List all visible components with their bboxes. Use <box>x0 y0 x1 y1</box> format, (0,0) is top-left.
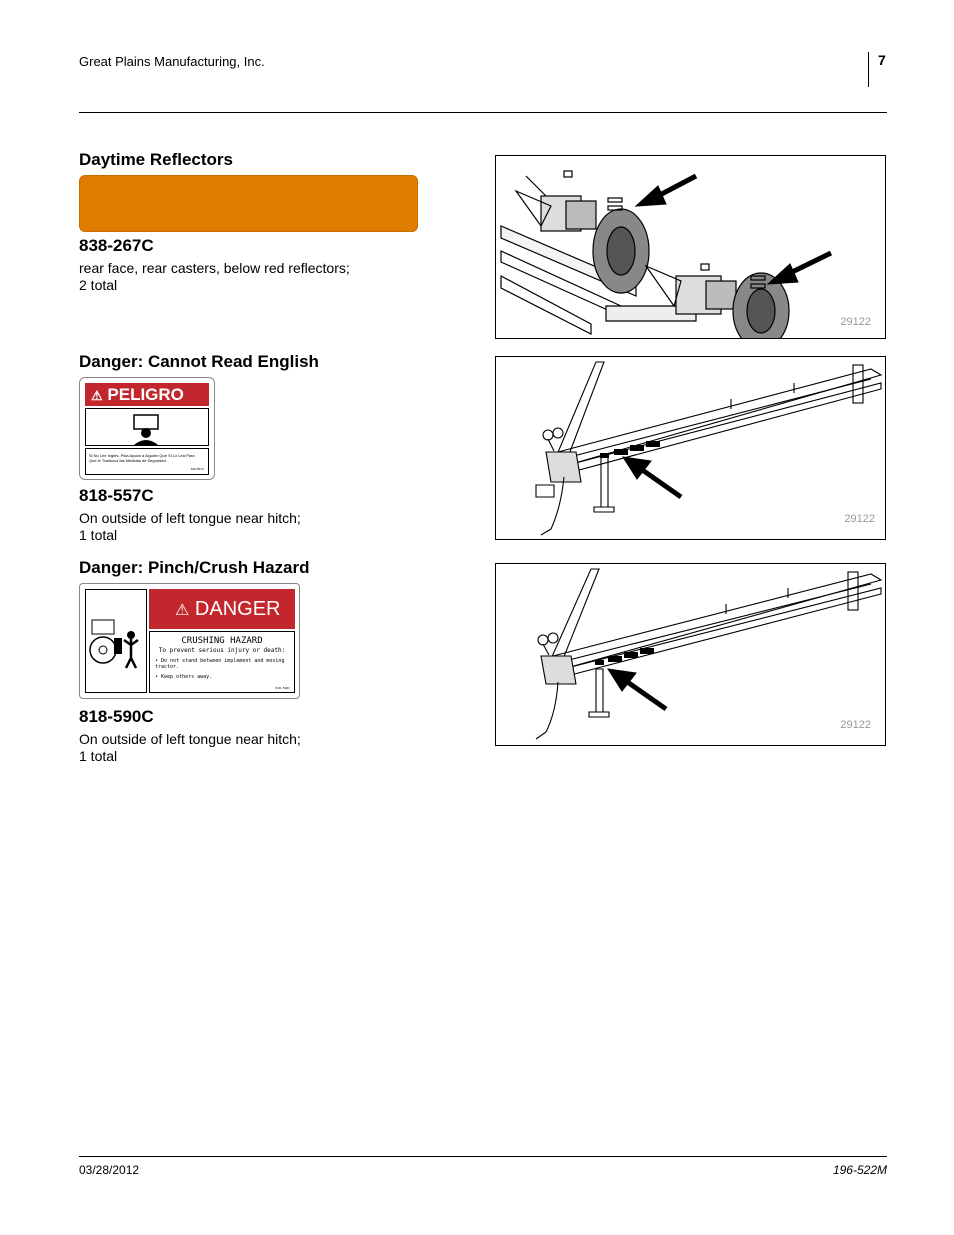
danger-banner <box>149 589 295 629</box>
arrow-lower <box>768 253 831 284</box>
section-title-cannot-read-english: Danger: Cannot Read English <box>79 352 319 371</box>
part-number-818-590c: 818-590C <box>79 707 154 726</box>
description-line: rear face, rear casters, below red reflectors; <box>79 260 350 276</box>
figure-reflector-location <box>495 155 886 339</box>
arrow-tongue <box>623 457 681 497</box>
page-number: 7 <box>878 52 886 68</box>
figure-number: 29122 <box>844 513 875 525</box>
part-description <box>79 731 419 765</box>
decal-message <box>85 448 209 475</box>
section-title-pinch-crush-hazard: Danger: Pinch/Crush Hazard <box>79 558 310 577</box>
arrow-upper <box>636 176 696 206</box>
hazard-bullet-text: Do not stand between implement and moving tractor. <box>155 658 285 670</box>
figure-number: 29122 <box>840 719 871 731</box>
decal-message <box>149 631 295 693</box>
warning-triangle-icon: ⚠ <box>175 602 190 619</box>
person-reading-pictogram <box>85 408 209 446</box>
hazard-subtitle: To prevent serious injury or death: <box>158 647 286 654</box>
decal-message-line: Si No Lee Inglés, Pida Ayuda a Alguien Que Si Lo Lea Para <box>89 453 195 458</box>
decal-code: 818-590C <box>275 686 290 690</box>
decal-message-line: Que le Traduzca las Medidas de Seguridad. <box>89 458 167 463</box>
footer-doc-number: 196-522M <box>832 1163 887 1177</box>
hazard-title: CRUSHING HAZARD <box>181 636 263 646</box>
description-line: 1 total <box>79 748 118 764</box>
part-number-838-267c: 838-267C <box>79 236 154 255</box>
hazard-bullet: • Do not stand between implement and moving tractor. <box>155 658 285 670</box>
danger-crushing-decal <box>79 583 300 699</box>
header-rule <box>79 112 887 113</box>
orange-reflector-swatch <box>79 175 418 232</box>
section-title-daytime-reflectors: Daytime Reflectors <box>79 150 234 169</box>
peligro-decal <box>79 377 215 480</box>
part-number-818-557c: 818-557C <box>79 486 154 505</box>
description-line: 2 total <box>79 277 118 293</box>
figure-number: 29122 <box>840 316 871 328</box>
crushing-pictogram <box>85 589 147 693</box>
header-company: Great Plains Manufacturing, Inc. <box>79 54 265 69</box>
arrow-tongue <box>608 669 666 709</box>
warning-triangle-icon: ⚠ <box>91 388 103 403</box>
footer-rule <box>79 1156 887 1157</box>
hazard-bullet: • Keep others away. <box>155 674 213 680</box>
figure-tongue-decal-location-2 <box>495 563 886 746</box>
signal-word: PELIGRO <box>107 385 184 404</box>
decal-code: 818-557C <box>190 467 204 471</box>
hazard-bullet-text: Keep others away. <box>161 674 213 680</box>
tongue-illustration <box>496 564 886 746</box>
figure-tongue-decal-location <box>495 356 886 540</box>
description-line: On outside of left tongue near hitch; <box>79 510 301 526</box>
peligro-banner <box>85 383 209 406</box>
implement-illustration <box>496 156 886 339</box>
tongue-illustration <box>496 357 886 540</box>
footer-date: 03/28/2012 <box>79 1163 140 1177</box>
description-line: On outside of left tongue near hitch; <box>79 731 301 747</box>
header-divider <box>868 52 869 87</box>
description-line: 1 total <box>79 527 118 543</box>
part-description <box>79 260 419 294</box>
signal-word: DANGER <box>194 598 281 620</box>
part-description <box>79 510 419 544</box>
